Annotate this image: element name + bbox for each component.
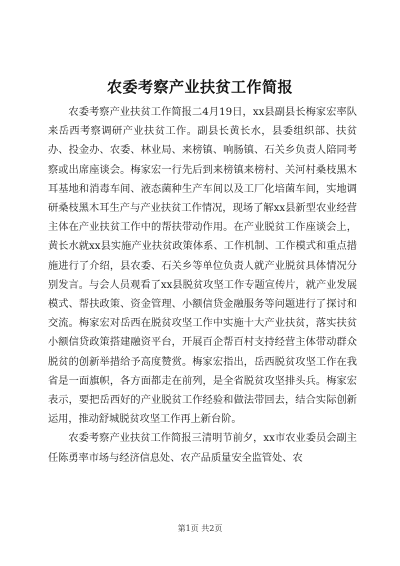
document-title: 农委考察产业扶贫工作简报 (106, 78, 293, 96)
body-paragraph: 农委考察产业扶贫工作简报三清明节前夕，xx市农业委员会副主任陈勇率市场与经济信息处、农产品质量安全监管处、农 (48, 433, 357, 464)
document-body (48, 103, 357, 468)
body-paragraph: 农委考察产业扶贫工作简报二4月19日，xx县副县长梅家宏率队来岳西考察调研产业扶贫工作。副县长黄长水，县委组织部、扶贫办、投金办、农委、林业局、来榜镇、响肠镇、石关乡负责人陪同考察或出席座谈会。梅家宏一行先后到来榜镇来榜村、关河村桑枝黑木耳基地和消毒车间、液态菌种生产车间以及工厂化培菌车间，实地调研桑枝黑木耳生产与产业扶贫工作情况，现场了解xx县新型农业经营主体在产业扶贫工作中的帮扶带动作用。在产业脱贫工作座谈会上，黄长水就xx县实施产业扶贫政策体系、工作机制、工作模式和重点措施进行了介绍，县农委、石关乡等单位负责人就产业脱贫具体情况分别发言。与会人员观看了xx县脱贫攻坚工作专题宣传片，就产业发展模式、帮扶政策、资金管理、小额信贷金融服务等问题进行了探讨和交流。梅家宏对岳西在脱贫攻坚工作中实施十大产业扶贫，落实扶贫小额信贷政策搭建融资平台，开展百企帮百村支持经营主体带动群众脱贫的创新举措给予高度赞赏。梅家宏指出，岳西脱贫攻坚工作在我省是一面旗帜，各方面都走在前列，是全省脱贫攻坚排头兵。梅家宏表示，要把岳西好的产业脱贫工作经验和做法带回去，结合实际创新运用，推动舒城脱贫攻坚工作再上新台阶。 (48, 107, 357, 426)
page-number-footer: 第1页 共2页 (177, 524, 223, 533)
